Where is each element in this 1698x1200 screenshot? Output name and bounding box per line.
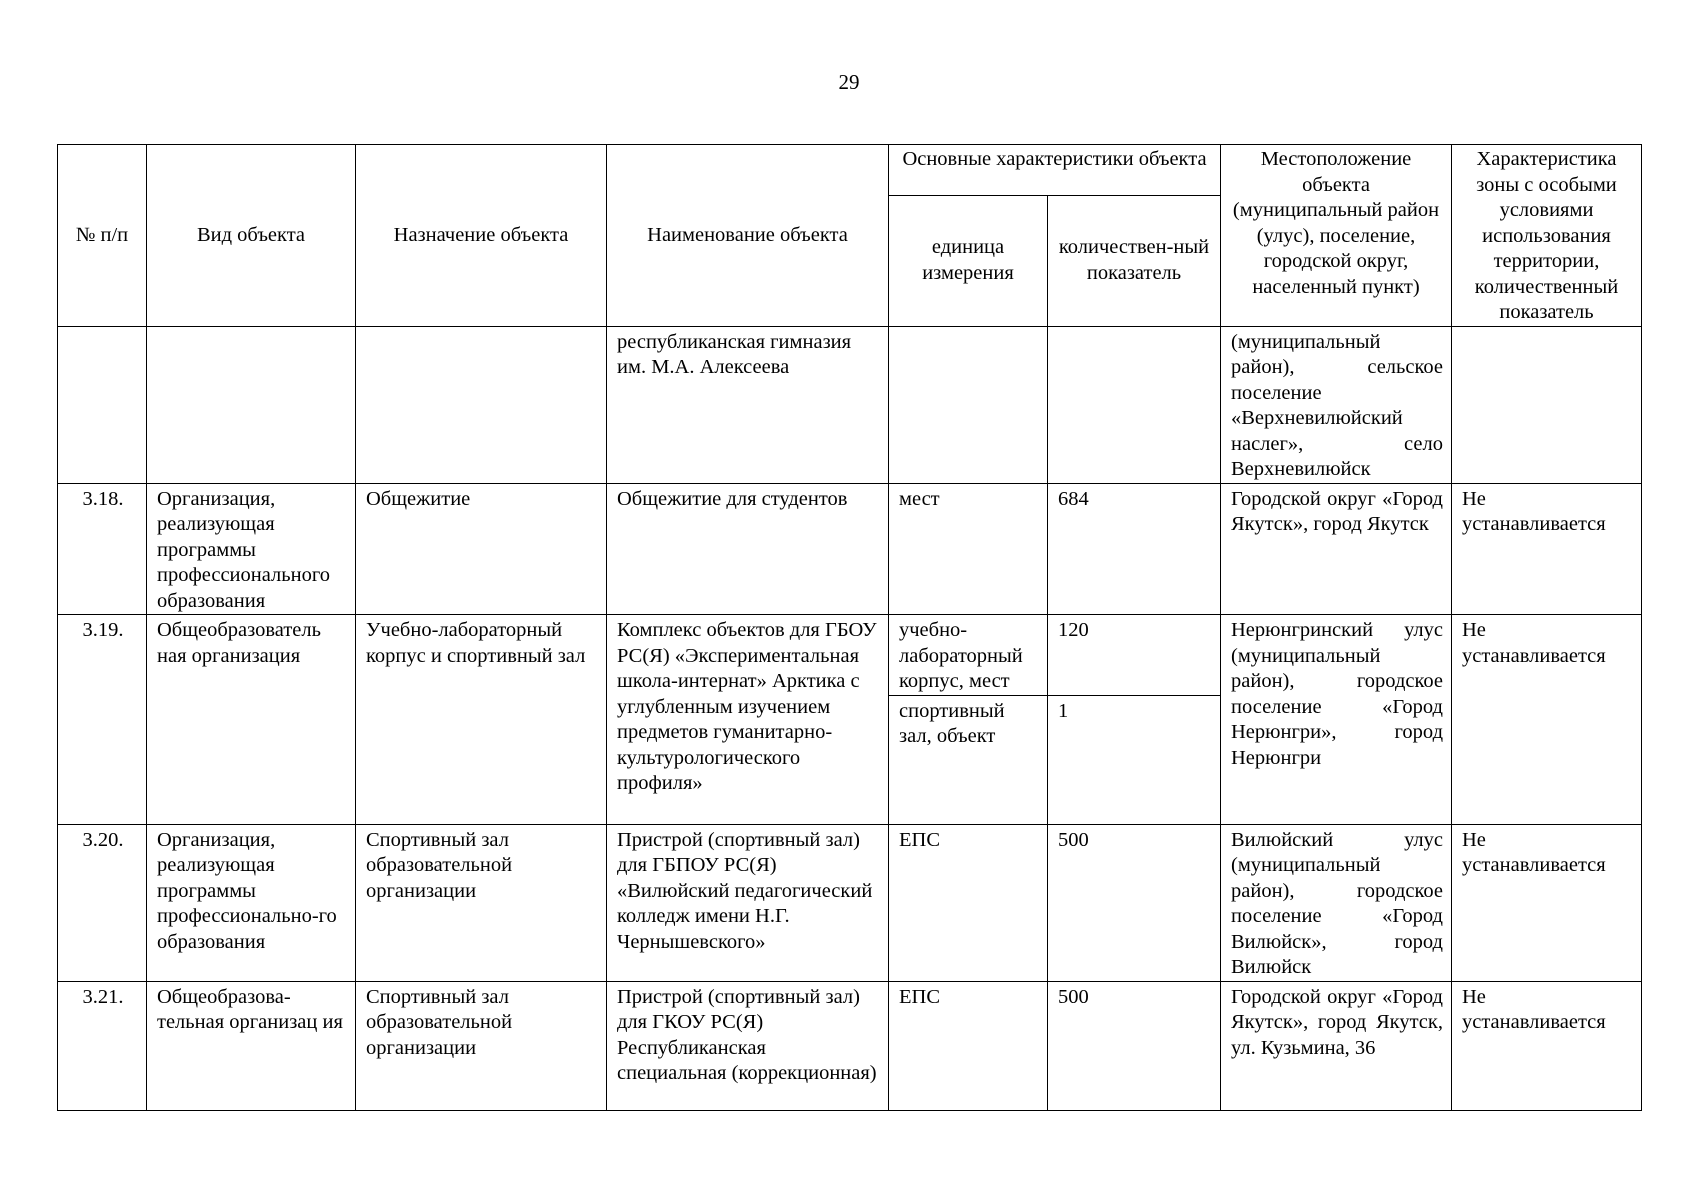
row-quantity: 684 [1048,483,1221,615]
header-quantity: количествен-ный показатель [1048,196,1221,326]
table-row [58,824,1642,981]
row-num [58,326,147,483]
row-unit: учебно-лабораторный корпус, мест [889,615,1048,696]
row-unit: мест [889,483,1048,615]
row-purpose: Спортивный зал образовательной организации [356,981,607,1110]
header-zone: Характеристика зоны с особыми условиями использования территории, количественный показатель [1452,145,1642,327]
header-location: Местоположение объекта (муниципальный район (улус), поселение, городской округ, населенный пункт) [1221,145,1452,327]
row-num: 3.18. [58,483,147,615]
row-kind: Организация, реализующая программы профессионального образования [147,483,356,615]
row-unit-2: спортивный зал, объект [889,695,1048,824]
row-unit: ЕПС [889,824,1048,981]
row-zone: Не устанавливается [1452,483,1642,615]
row-purpose: Общежитие [356,483,607,615]
row-num: 3.19. [58,615,147,825]
row-quantity [1048,326,1221,483]
row-name: Комплекс объектов для ГБОУ РС(Я) «Экспериментальная школа-интернат» Арктика с углубленным изучением предметов гуманитарно-культурологического профиля» [607,615,889,825]
row-name: республиканская гимназия им. М.А. Алексеева [607,326,889,483]
row-unit [889,326,1048,483]
header-num: № п/п [58,145,147,327]
row-zone: Не устанавливается [1452,981,1642,1110]
row-num: 3.20. [58,824,147,981]
objects-table [57,144,1642,1111]
row-unit: ЕПС [889,981,1048,1110]
row-num: 3.21. [58,981,147,1110]
page-number: 29 [838,70,860,94]
table-row [58,483,1642,615]
row-location: (муниципальный район), сельское поселение «Верхневилюйский наслег», село Верхневилюйск [1221,326,1452,483]
row-zone [1452,326,1642,483]
table-row [58,326,1642,483]
row-quantity-2: 1 [1048,695,1221,824]
row-name: Пристрой (спортивный зал) для ГБПОУ РС(Я) «Вилюйский педагогический колледж имени Н.Г. Чернышевского» [607,824,889,981]
header-name: Наименование объекта [607,145,889,327]
row-kind: Общеобразова-тельная организац ия [147,981,356,1110]
row-location: Нерюнгринский улус (муниципальный район), городское поселение «Город Нерюнгри», город Нерюнгри [1221,615,1452,825]
row-purpose [356,326,607,483]
row-quantity: 500 [1048,824,1221,981]
row-purpose: Спортивный зал образовательной организации [356,824,607,981]
row-location: Вилюйский улус (муниципальный район), городское поселение «Город Вилюйск», город Вилюйск [1221,824,1452,981]
table-row [58,981,1642,1110]
row-quantity: 120 [1048,615,1221,696]
header-kind: Вид объекта [147,145,356,327]
header-unit: единица измерения [889,196,1048,326]
row-kind [147,326,356,483]
row-location: Городской округ «Город Якутск», город Якутск, ул. Кузьмина, 36 [1221,981,1452,1110]
row-quantity: 500 [1048,981,1221,1110]
row-name: Пристрой (спортивный зал) для ГКОУ РС(Я) Республиканская специальная (коррекционная) [607,981,889,1110]
header-characteristics: Основные характеристики объекта [889,145,1221,196]
row-zone: Не устанавливается [1452,615,1642,825]
row-purpose: Учебно-лабораторный корпус и спортивный зал [356,615,607,825]
table-row [58,615,1642,696]
row-name: Общежитие для студентов [607,483,889,615]
row-location: Городской округ «Город Якутск», город Якутск [1221,483,1452,615]
row-kind: Организация, реализующая программы профессионально-го образования [147,824,356,981]
row-zone: Не устанавливается [1452,824,1642,981]
row-kind: Общеобразователь ная организация [147,615,356,825]
header-purpose: Назначение объекта [356,145,607,327]
